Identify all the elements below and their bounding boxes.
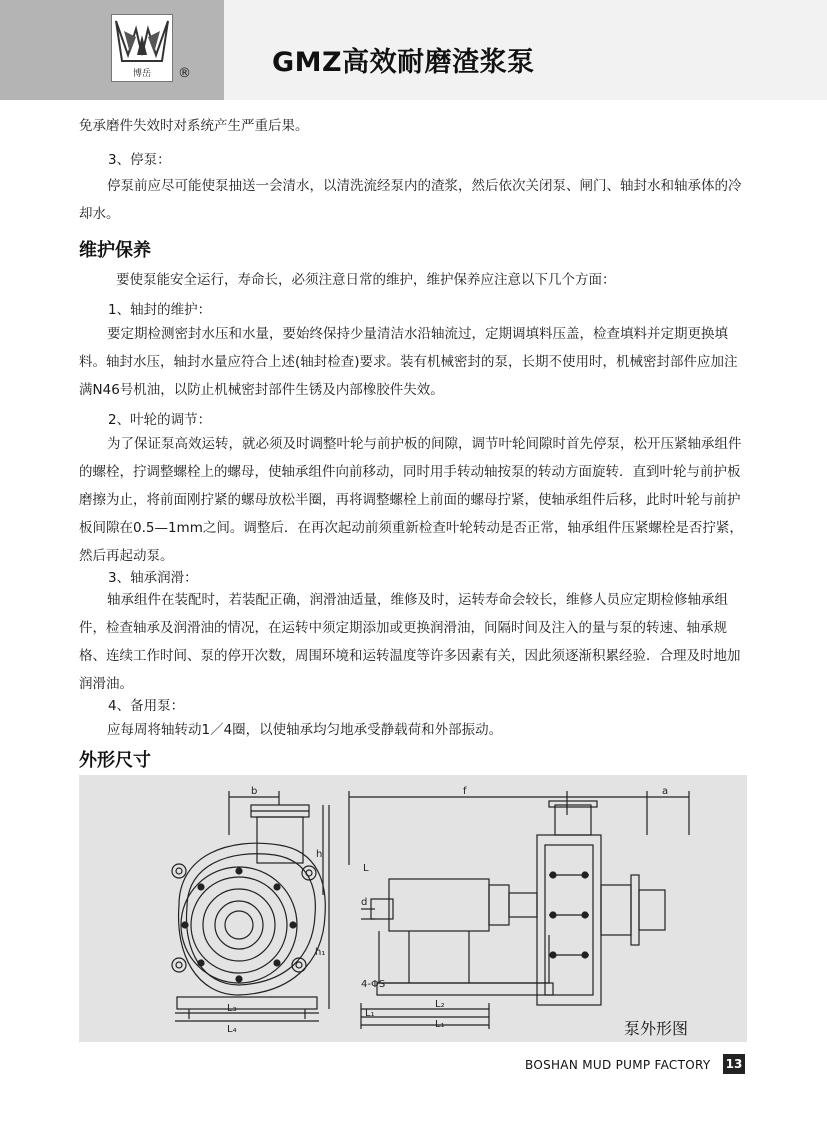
dim-label-l1: L₁	[365, 1008, 375, 1019]
maintenance-heading: 维护保养	[79, 240, 151, 261]
dim-label-bolt: 4-ΦS	[361, 979, 386, 990]
dim-label-l4: L₄	[227, 1024, 237, 1035]
pump-outline-figure	[79, 775, 747, 1042]
page-number: 13	[723, 1054, 745, 1074]
stop-subheading: 3、停泵：	[108, 152, 171, 168]
page-title: GMZ高效耐磨渣浆泵	[272, 47, 535, 78]
dimensions-heading: 外形尺寸	[79, 750, 151, 771]
impeller-subheading: 2、叶轮的调节：	[108, 412, 212, 428]
pump-drawing	[79, 775, 747, 1042]
lube-paragraph: 轴承组件在装配时，若装配正确，润滑油适量，维修及时，运转寿命会较长，维修人员应定期检修轴承组件，检查轴承及润滑油的情况，在运转中须定期添加或更换润滑油，间隔时间及注入的量与泵的转速、轴承规格、连续工作时间、泵的停开次数，周围环境和运转温度等许多因素有关，因此须逐渐积累经验．合理及时地加润滑油。	[79, 592, 741, 692]
seal-paragraph: 要定期检测密封水压和水量，要始终保持少量清洁水沿轴流过，定期调填料压盖，检查填料并定期更换填料。轴封水压，轴封水量应符合上述(轴封检查)要求。装有机械密封的泵，长期不使用时，机械密封部件应加注满N46号机油，以防止机械密封部件生锈及内部橡胶件失效。	[79, 326, 738, 398]
dim-label-l: L	[363, 863, 369, 874]
page-header	[0, 0, 827, 100]
company-logo	[111, 14, 173, 82]
maintenance-intro: 要使泵能安全运行，寿命长，必须注意日常的维护，维护保养应注意以下几个方面：	[116, 272, 616, 288]
logo-panel	[0, 0, 224, 100]
crown-logo-icon	[112, 15, 172, 67]
dim-label-l3: L₃	[227, 1003, 237, 1014]
stop-paragraph: 停泵前应尽可能使泵抽送一会清水，以清洗流经泵内的渣浆，然后依次关闭泵、闸门、轴封水和轴承体的冷却水。	[79, 178, 742, 222]
figure-caption: 泵外形图	[624, 1019, 689, 1038]
dim-label-h: h	[316, 849, 323, 860]
dim-label-b: b	[251, 786, 258, 797]
lube-subheading: 3、轴承润滑：	[108, 570, 198, 586]
footer-factory-name: BOSHAN MUD PUMP FACTORY	[525, 1058, 711, 1072]
spare-paragraph: 应每周将轴转动1／4圈，以使轴承均匀地承受静载荷和外部振动。	[107, 722, 503, 738]
dim-label-f: f	[463, 786, 467, 797]
dim-label-h1: h₁	[315, 947, 326, 958]
impeller-paragraph: 为了保证泵高效运转，就必须及时调整叶轮与前护板的间隙，调节叶轮间隙时首先停泵，松开压紧轴承组件的螺栓，拧调整螺栓上的螺母，使轴承组件向前移动，同时用手转动轴按泵的转动方面旋转．直到叶轮与前护板磨擦为止，将前面刚拧紧的螺母放松半圈，再将调整螺栓上前面的螺母拧紧，使轴承组件后移，此时叶轮与前护板间隙在0.5—1mm之间。调整后．在再次起动前须重新检查叶轮转动是否正常，轴承组件压紧螺栓是否拧紧，然后再起动泵。	[79, 436, 743, 564]
logo-text: 博岳	[132, 69, 151, 79]
dim-label-a: a	[662, 786, 669, 797]
seal-subheading: 1、轴封的维护：	[108, 302, 212, 318]
spare-subheading: 4、备用泵：	[108, 698, 185, 714]
registered-mark: ®	[178, 66, 191, 81]
dim-label-l1b: L₁	[435, 1019, 445, 1030]
dim-label-l2: L₂	[435, 999, 445, 1010]
dim-label-d: d	[361, 897, 368, 908]
intro-paragraph: 免承磨件失效时对系统产生严重后果。	[79, 118, 309, 134]
